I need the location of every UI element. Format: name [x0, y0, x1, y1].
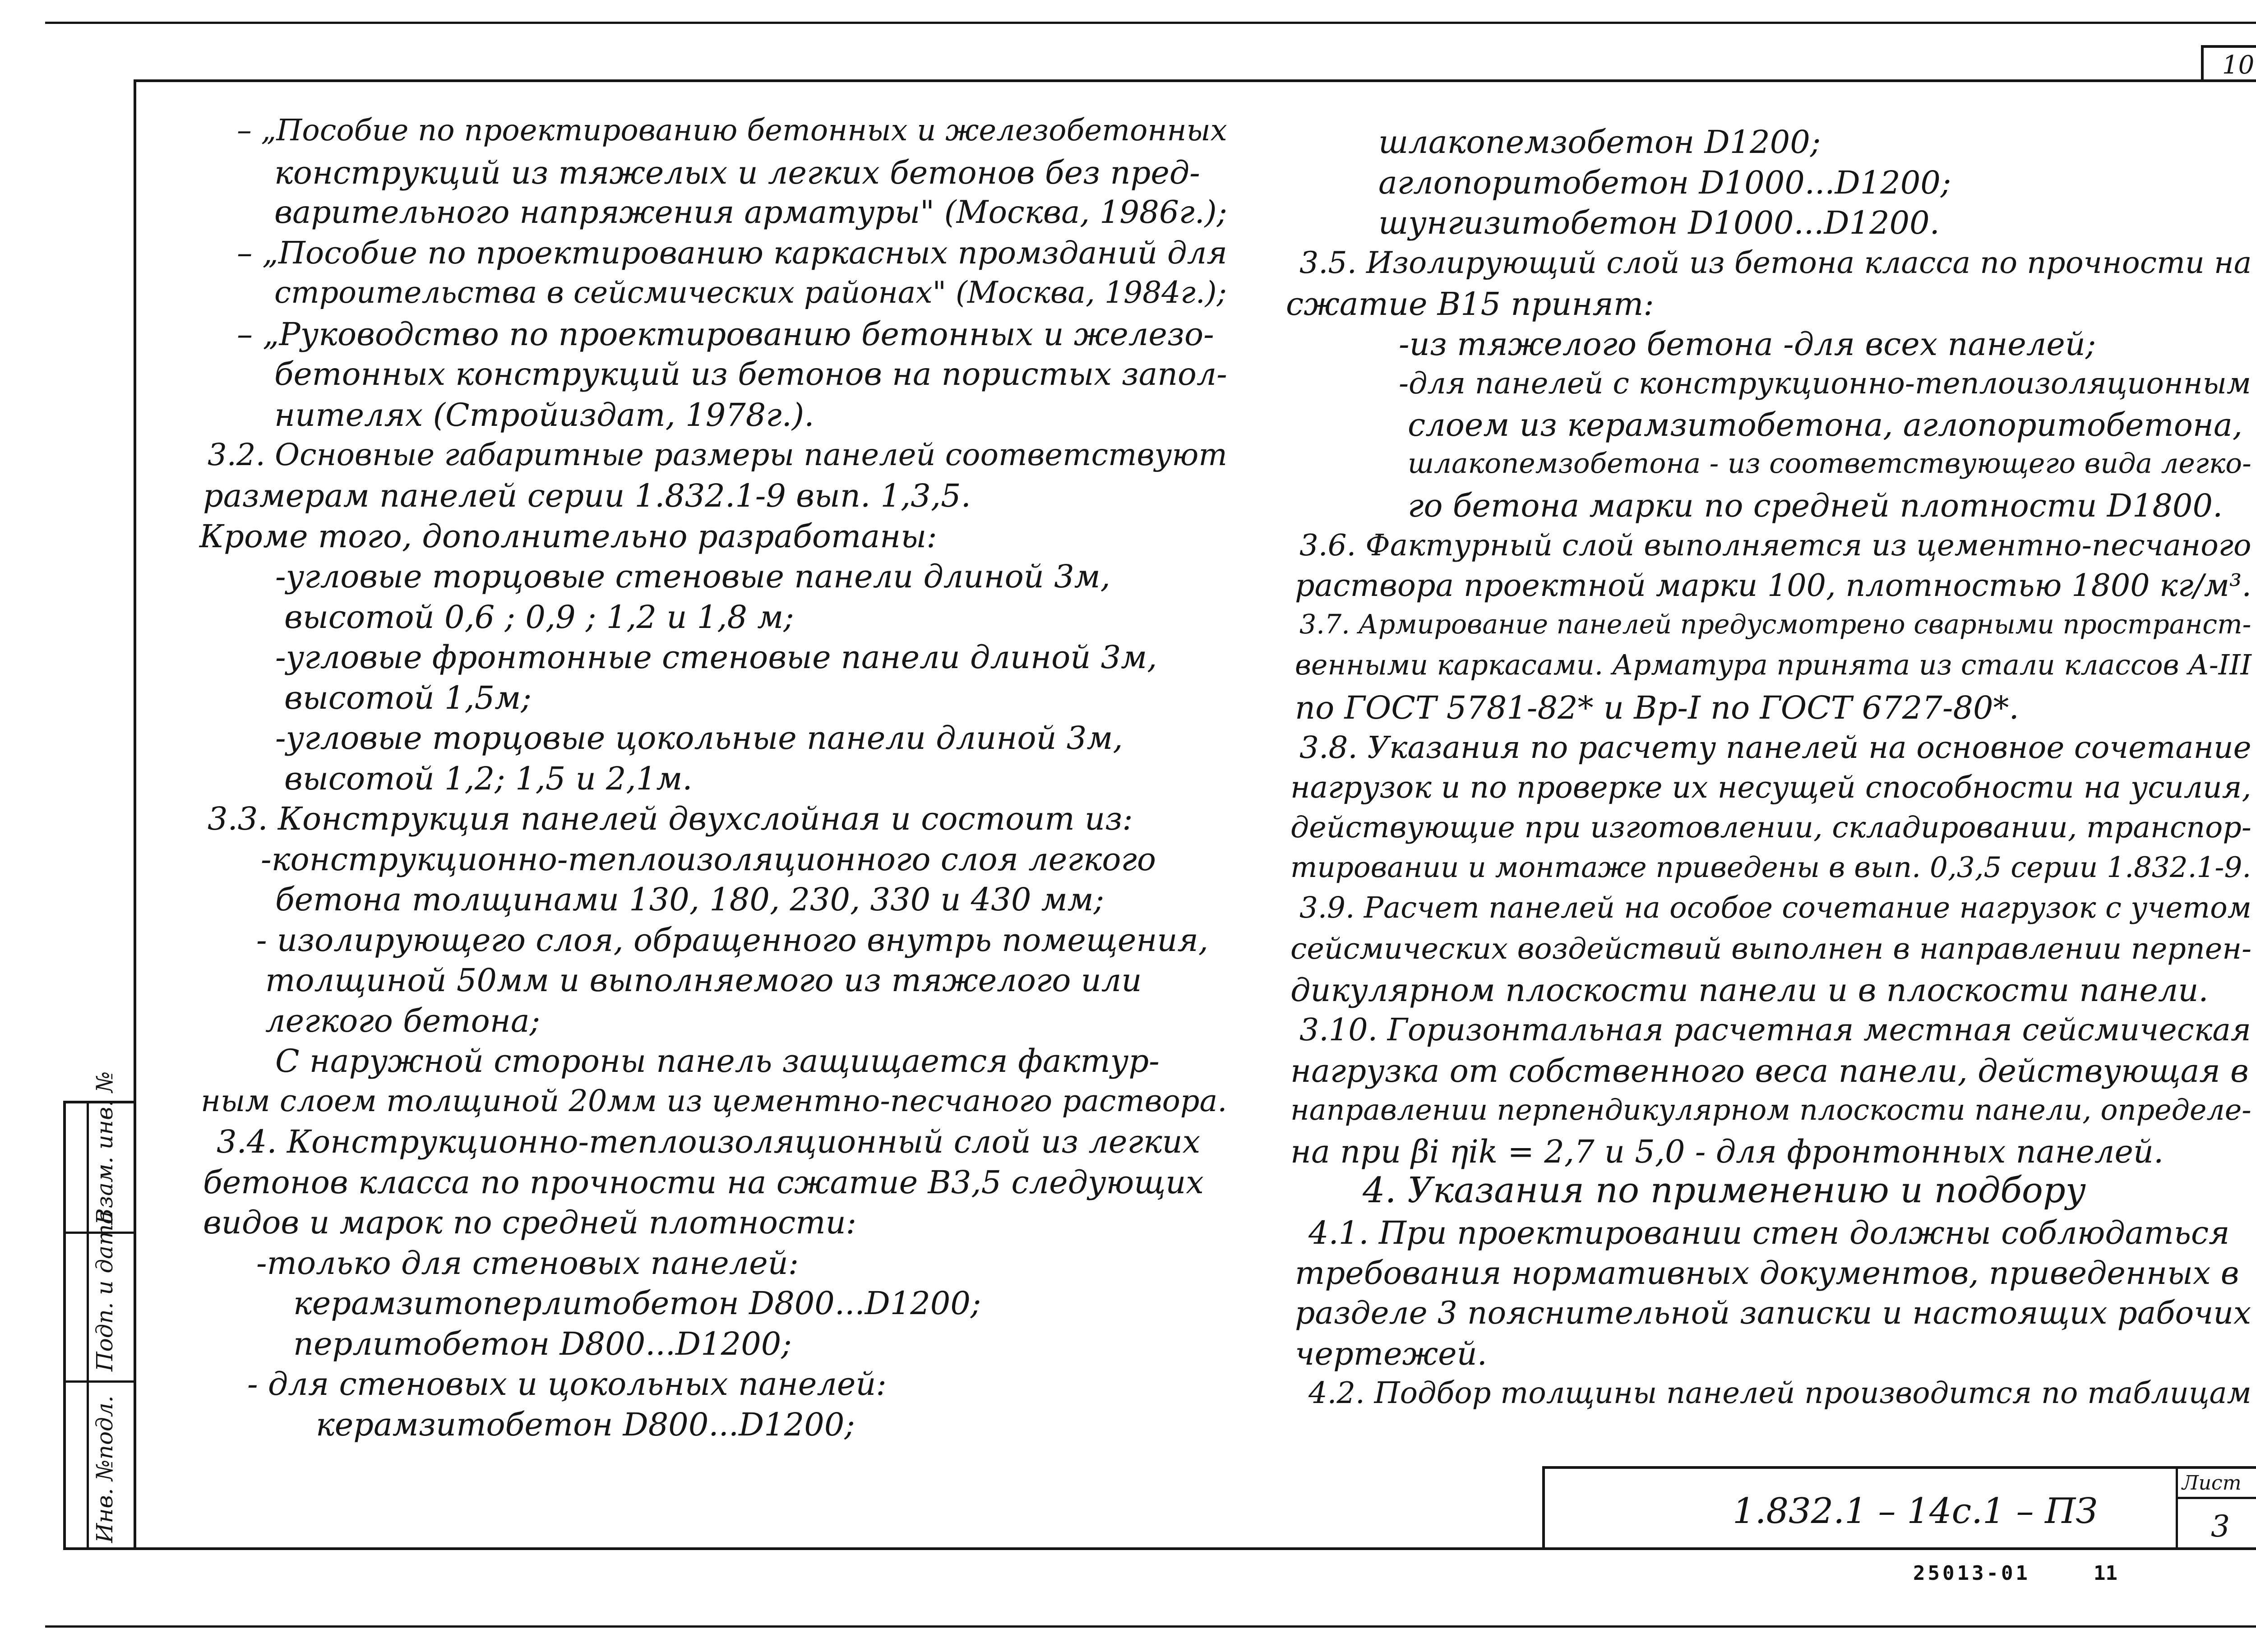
text-line: -угловые торцовые стеновые панели длиной 3м, — [275, 558, 1110, 595]
text-line: бетона толщинами 130, 180, 230, 330 и 430 мм; — [275, 881, 1105, 918]
text-line: высотой 0,6 ; 0,9 ; 1,2 и 1,8 м; — [284, 599, 794, 636]
text-line: 4.2. Подбор толщины панелей производится по таблицам — [1308, 1376, 2251, 1410]
text-line: -из тяжелого бетона -для всех панелей; — [1399, 326, 2096, 363]
text-line: строительства в сейсмических районах" (Москва, 1984г.); — [274, 275, 1227, 310]
text-line: видов и марок по средней плотности: — [203, 1204, 857, 1241]
text-line: нагрузка от собственного веса панели, действующая в — [1290, 1052, 2249, 1089]
text-line: -угловые фронтонные стеновые панели длиной 3м, — [275, 639, 1157, 676]
stamp-divider-vertical — [2176, 1466, 2178, 1550]
text-line: сейсмических воздействий выполнен в направлении перпен- — [1290, 932, 2252, 966]
text-line: слоем из керамзитобетона, аглопоритобетона, — [1408, 406, 2242, 443]
text-line: керамзитобетон D800...D1200; — [316, 1406, 855, 1443]
text-line: нителях (Стройиздат, 1978г.). — [274, 397, 814, 434]
text-line: 3.8. Указания по расчету панелей на основное сочетание — [1299, 729, 2251, 765]
text-line: С наружной стороны панель защищается фактур- — [275, 1043, 1160, 1080]
text-line: шунгизитобетон D1000...D1200. — [1378, 204, 1940, 241]
bottom-edge-line — [45, 1625, 2256, 1628]
text-line: - изолирующего слоя, обращенного внутрь помещения, — [256, 922, 1209, 959]
text-line: бетонов класса по прочности на сжатие В3,5 следующих — [203, 1164, 1204, 1201]
stamp-divider-horizontal — [2176, 1497, 2256, 1499]
text-line: Кроме того, дополнительно разработаны: — [199, 518, 937, 555]
text-line: сжатие В15 принят: — [1286, 286, 1654, 323]
text-line: -для панелей с конструкционно-теплоизоляционным — [1399, 366, 2251, 401]
text-line: конструкций из тяжелых и легких бетонов без пред- — [274, 154, 1200, 191]
text-line: ным слоем толщиной 20мм из цементно-песчаного раствора. — [201, 1083, 1227, 1118]
text-line: 3.2. Основные габаритные размеры панелей соответствуют — [208, 437, 1227, 472]
text-line: высотой 1,2; 1,5 и 2,1м. — [284, 760, 693, 797]
stamp-sheet-label: Лист — [2182, 1472, 2242, 1495]
text-line: разделе 3 пояснительной записки и настоящих рабочих — [1295, 1295, 2251, 1331]
text-line: 3.4. Конструкционно-теплоизоляционный слой из легких — [217, 1123, 1201, 1160]
text-line: требования нормативных документов, приведенных в — [1295, 1255, 2239, 1292]
text-line: легкого бетона; — [265, 1002, 541, 1039]
archive-number: 25013-01 — [1913, 1562, 2030, 1585]
side-strip-divider-1 — [87, 1101, 89, 1550]
text-line: 3.9. Расчет панелей на особое сочетание нагрузок с учетом — [1299, 891, 2251, 925]
text-line: 3.3. Конструкция панелей двухслойная и состоит из: — [208, 800, 1133, 837]
text-line: 3.6. Фактурный слой выполняется из цементно-песчаного — [1299, 528, 2251, 563]
text-line: на при βi ηik = 2,7 и 5,0 - для фронтонных панелей. — [1290, 1133, 2164, 1170]
text-line: 3.10. Горизонтальная расчетная местная сейсмическая — [1299, 1012, 2251, 1048]
text-line: – „Пособие по проектированию бетонных и железобетонных — [237, 113, 1227, 148]
text-line: размерам панелей серии 1.832.1-9 вып. 1,3,5. — [203, 477, 971, 514]
text-line: тировании и монтаже приведены в вып. 0,3,5 серии 1.832.1-9. — [1290, 851, 2251, 884]
text-line: аглопоритобетон D1000...D1200; — [1378, 164, 1951, 201]
side-label-podp-data: Подп. и дата — [92, 1210, 118, 1371]
text-line: – „Пособие по проектированию каркасных промзданий для — [237, 235, 1227, 271]
text-line: нагрузок и по проверке их несущей способности на усилия, — [1290, 770, 2251, 805]
text-line: го бетона марки по средней плотности D1800. — [1408, 487, 2223, 524]
text-line: венными каркасами. Арматура принята из стали классов А-III — [1295, 649, 2251, 681]
text-line: – „Руководство по проектированию бетонных и железо- — [237, 316, 1214, 353]
text-line: шлакопемзобетона - из соответствующего вида легко- — [1408, 448, 2251, 480]
side-label-vzam-inv: Взам. инв. № — [92, 1071, 118, 1225]
text-line: шлакопемзобетон D1200; — [1378, 124, 1821, 161]
archive-page: 11 — [2094, 1562, 2117, 1585]
text-line: дикулярном плоскости панели и в плоскости панели. — [1290, 972, 2209, 1009]
text-line: по ГОСТ 5781-82* и Вр-I по ГОСТ 6727-80*. — [1295, 689, 2019, 726]
text-line: 3.7. Армирование панелей предусмотрено сварными пространст- — [1299, 609, 2251, 640]
side-label-inv-podl: Инв. №подл. — [92, 1395, 118, 1543]
corner-number: 10 — [2222, 51, 2255, 80]
text-line: - для стеновых и цокольных панелей: — [247, 1366, 887, 1403]
text-line: -конструкционно-теплоизоляционного слоя легкого — [261, 841, 1156, 878]
stamp-sheet-number: 3 — [2211, 1509, 2230, 1544]
text-line: -угловые торцовые цокольные панели длиной 3м, — [275, 720, 1123, 757]
text-line: варительного напряжения арматуры" (Москва, 1986г.); — [274, 194, 1227, 231]
text-line: направлении перпендикулярном плоскости панели, определе- — [1290, 1093, 2251, 1126]
text-line: перлитобетон D800...D1200; — [293, 1325, 792, 1362]
text-line: 3.5. Изолирующий слой из бетона класса по прочности на — [1299, 245, 2252, 280]
text-line: -только для стеновых панелей: — [256, 1245, 799, 1282]
text-line: чертежей. — [1295, 1335, 1487, 1372]
text-line: керамзитоперлитобетон D800...D1200; — [293, 1285, 981, 1322]
section-heading: 4. Указания по применению и подбору — [1363, 1170, 2086, 1211]
text-line: раствора проектной марки 100, плотностью 1800 кг/м³. — [1295, 568, 2252, 604]
text-line: высотой 1,5м; — [284, 679, 532, 716]
text-line: толщиной 50мм и выполняемого из тяжелого или — [265, 962, 1142, 999]
text-line: бетонных конструкций из бетонов на пористых запол- — [274, 356, 1227, 392]
top-edge-line — [45, 22, 2256, 24]
side-strip-divider-3 — [63, 1380, 136, 1383]
text-line: 4.1. При проектировании стен должны соблюдаться — [1308, 1214, 2230, 1251]
text-line: действующие при изготовлении, складировании, транспор- — [1290, 811, 2251, 844]
stamp-document-code: 1.832.1 – 14с.1 – ПЗ — [1733, 1491, 2098, 1532]
